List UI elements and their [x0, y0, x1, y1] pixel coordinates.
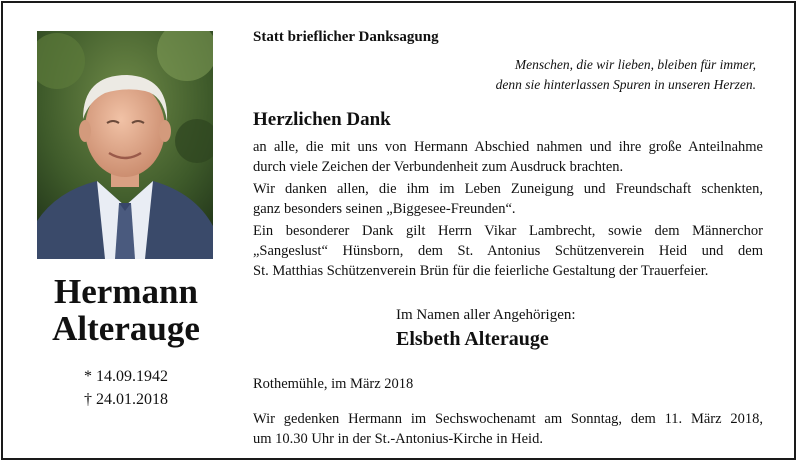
thanks-paragraph-2 [253, 179, 763, 219]
life-dates [23, 365, 229, 411]
thanks-paragraph-3 [253, 221, 763, 281]
memorial-quote [403, 55, 756, 95]
deceased-last-name: Alterauge [52, 309, 200, 348]
quote-line-2: denn sie hinterlassen Spuren in unseren Herzen. [495, 77, 756, 92]
signature-label: Im Namen aller Angehörigen: [396, 307, 576, 323]
paragraph-line: Wir gedenken Hermann im Sechswochenamt am Sonntag, dem 11. März 2018, [253, 411, 763, 427]
paragraph-line: Ein besonderer Dank gilt Herrn Vikar Lambrecht, sowie dem Männerchor [253, 223, 763, 239]
paragraph-line: um 10.30 Uhr in der St.-Antonius-Kirche in Heid. [253, 431, 543, 447]
thanks-heading: Herzlichen Dank [253, 109, 391, 130]
paragraph-line: ganz besonders seinen „Biggesee-Freunden“. [253, 201, 516, 217]
notice-title: Statt brieflicher Danksagung [253, 29, 439, 45]
paragraph-line: an alle, die mit uns von Hermann Abschied nahmen und ihre große Anteilnahme [253, 139, 763, 155]
obituary-card [1, 1, 796, 460]
thanks-paragraph-1 [253, 137, 763, 177]
portrait-photo [37, 31, 213, 259]
paragraph-line: Wir danken allen, die ihm im Leben Zuneigung und Freundschaft schenkten, [253, 181, 763, 197]
quote-line-1: Menschen, die wir lieben, bleiben für immer, [514, 57, 756, 72]
deceased-first-name: Hermann [54, 272, 198, 311]
death-date: † 24.01.2018 [84, 391, 168, 408]
paragraph-line: durch viele Zeichen der Verbundenheit zum Ausdruck brachten. [253, 159, 624, 175]
memorial-mass-notice [253, 409, 763, 449]
signature-name: Elsbeth Alterauge [396, 328, 549, 350]
paragraph-line: St. Matthias Schützenverein Brün für die feierliche Gestaltung der Trauerfeier. [253, 263, 709, 279]
deceased-name [23, 273, 229, 347]
place-date: Rothemühle, im März 2018 [253, 376, 414, 392]
birth-date: * 14.09.1942 [84, 368, 168, 385]
paragraph-line: „Sangeslust“ Hünsborn, dem St. Antonius Schützenverein Heid und dem [253, 243, 763, 259]
